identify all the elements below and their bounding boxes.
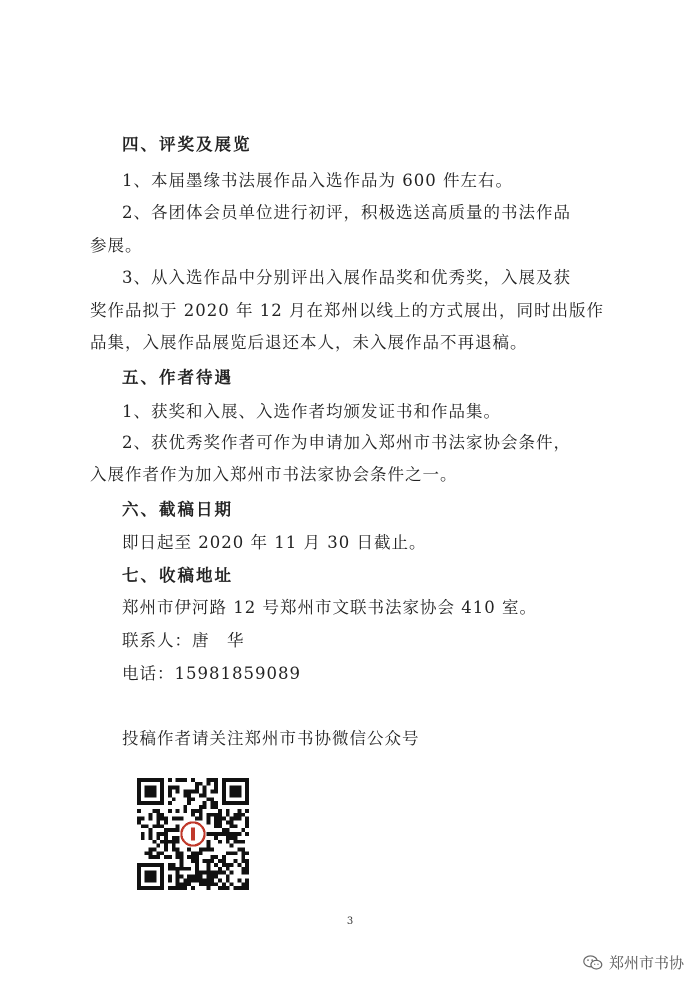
section-heading-awards: 四、评奖及展览 <box>122 135 252 154</box>
follow-note: 投稿作者请关注郑州市书协微信公众号 <box>122 729 420 748</box>
wechat-chat-icon <box>583 954 603 972</box>
paragraph-line: 1、获奖和入展、入选作者均颁发证书和作品集。 <box>122 402 501 421</box>
section-heading-address: 七、收稿地址 <box>122 566 233 585</box>
page-number: 3 <box>346 916 354 927</box>
address-line: 郑州市伊河路 12 号郑州市文联书法家协会 410 室。 <box>122 598 537 617</box>
section-heading-author-benefits: 五、作者待遇 <box>122 368 233 387</box>
paragraph-line: 品集，入展作品展览后退还本人，未入展作品不再退稿。 <box>90 333 528 352</box>
paragraph-line: 奖作品拟于 2020 年 12 月在郑州以线上的方式展出，同时出版作 <box>90 301 604 320</box>
paragraph-line: 即日起至 2020 年 11 月 30 日截止。 <box>122 533 427 552</box>
paragraph-line: 2、各团体会员单位进行初评，积极选送高质量的书法作品 <box>122 203 571 222</box>
watermark <box>583 952 684 973</box>
watermark-text: 郑州市书协 <box>608 954 684 972</box>
phone-number: 电话：15981859089 <box>122 664 301 683</box>
paragraph-line: 3、从入选作品中分别评出入展作品奖和优秀奖，入展及获 <box>122 268 571 287</box>
section-heading-deadline: 六、截稿日期 <box>122 500 233 519</box>
paragraph-line: 参展。 <box>90 236 143 255</box>
qr-code-icon <box>137 778 249 890</box>
paragraph-line: 1、本届墨缘书法展作品入选作品为 600 件左右。 <box>122 171 513 190</box>
paragraph-line: 入展作者作为加入郑州市书法家协会条件之一。 <box>90 465 458 484</box>
paragraph-line: 2、获优秀奖作者可作为申请加入郑州市书法家协会条件， <box>122 433 571 452</box>
contact-person: 联系人：唐 华 <box>122 631 245 650</box>
